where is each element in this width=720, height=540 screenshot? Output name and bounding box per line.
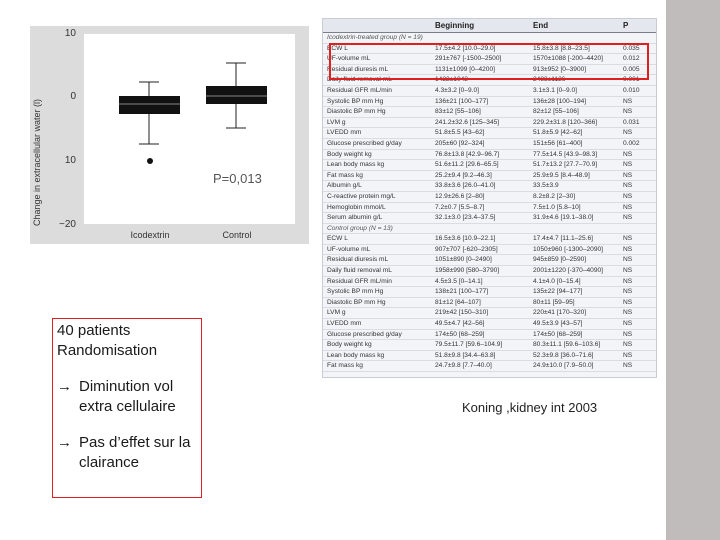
table-cell: UF-volume mL xyxy=(327,245,371,253)
table-cell: Residual GFR mL/min xyxy=(327,277,392,285)
table-cell: Daily fluid removal mL xyxy=(327,267,392,275)
boxplot-y-tick: 10 xyxy=(64,155,76,166)
table-cell: NS xyxy=(623,182,633,190)
table-cell: 174±50 [68–259] xyxy=(435,330,485,338)
boxplot-x-tick-control: Control xyxy=(222,230,252,240)
table-cell: 913±952 [0–3900] xyxy=(533,65,587,73)
table-group-row xyxy=(323,33,656,44)
table-cell: 0.010 xyxy=(623,86,640,94)
table-cell: 7.2±0.7 [5.5–8.7] xyxy=(435,203,485,211)
table-cell: ECW L xyxy=(327,44,348,52)
table-row xyxy=(323,118,656,129)
table-row xyxy=(323,287,656,298)
boxplot-y-axis-label: Change in extracellular water (l) xyxy=(32,98,42,226)
table-cell: 0.031 xyxy=(623,118,640,126)
table-cell: 2001±1220 [-370–4090] xyxy=(533,267,603,275)
table-cell: Diastolic BP mm Hg xyxy=(327,298,386,306)
table-header-cell: End xyxy=(533,21,549,30)
summary-line: 40 patients xyxy=(57,322,131,339)
table-cell: 1131±1099 [0–4200] xyxy=(435,65,495,73)
table-cell: 51.8±5.9 [42–62] xyxy=(533,129,583,137)
table-row xyxy=(323,255,656,266)
boxplot-svg xyxy=(84,34,295,224)
table-cell xyxy=(533,224,623,234)
table-row xyxy=(323,181,656,192)
table-cell: 33.5±3.9 xyxy=(533,182,559,190)
table-cell: 241.2±32.6 [125–345] xyxy=(435,118,500,126)
table-cell: ECW L xyxy=(327,235,348,243)
table-cell: Control group (N = 13) xyxy=(327,224,393,232)
table-row xyxy=(323,97,656,108)
table-cell: 151±56 [61–400] xyxy=(533,139,583,147)
boxplot-x-tick-icodextrin: Icodextrin xyxy=(130,230,170,240)
table-cell xyxy=(623,224,653,234)
table-cell: NS xyxy=(623,362,633,370)
table-header-cell: Beginning xyxy=(435,21,475,30)
table-row xyxy=(323,361,656,372)
table-row xyxy=(323,245,656,256)
table-cell: Icodextrin-treated group (N = 19) xyxy=(327,34,423,41)
table-cell: 0.002 xyxy=(623,139,640,147)
table-row xyxy=(323,319,656,330)
icodextrin-outlier xyxy=(147,158,153,164)
table-header-cell: P xyxy=(623,21,629,30)
table-row xyxy=(323,213,656,224)
table-cell: Lean body mass kg xyxy=(327,351,385,359)
table-row xyxy=(323,351,656,362)
table-cell: NS xyxy=(623,330,633,338)
table-cell: 17.4±4.7 [11.1–25.6] xyxy=(533,235,593,243)
table-cell: LVEDD mm xyxy=(327,320,362,328)
table-row xyxy=(323,266,656,277)
table-cell: NS xyxy=(623,161,633,169)
table-row xyxy=(323,171,656,182)
table-cell: 219±42 [150–310] xyxy=(435,309,489,317)
table-cell: NS xyxy=(623,341,633,349)
table-cell: 1958±990 [580–3790] xyxy=(435,267,500,275)
table-cell: NS xyxy=(623,214,633,222)
table-cell: Hemoglobin mmol/L xyxy=(327,203,386,211)
table-cell: 51.8±9.8 [34.4–63.8] xyxy=(435,351,496,359)
summary-bullet xyxy=(57,377,197,417)
table-cell: Albumin g/L xyxy=(327,182,362,190)
table-row xyxy=(323,298,656,309)
table-row xyxy=(323,330,656,341)
table-cell: 135±22 [94–177] xyxy=(533,288,583,296)
table-cell: 220±41 [170–320] xyxy=(533,309,587,317)
table-cell: 82±12 [55–106] xyxy=(533,108,579,116)
table-cell: 945±859 [0–2590] xyxy=(533,256,587,264)
table-cell: 31.9±4.6 [19.1–38.0] xyxy=(533,214,594,222)
table-cell: 52.3±9.8 [36.0–71.6] xyxy=(533,351,594,359)
table-cell: 4.3±3.2 [0–9.0] xyxy=(435,86,479,94)
table-cell: 0.001 xyxy=(623,76,640,84)
table-cell: Diastolic BP mm Hg xyxy=(327,108,386,116)
table-cell: 229.2±31.8 [120–366] xyxy=(533,118,598,126)
summary-bullet-text: Pas d’effet sur la clairance xyxy=(79,434,191,471)
table-cell: 136±28 [100–194] xyxy=(533,97,587,105)
table-cell: NS xyxy=(623,235,633,243)
table-cell: NS xyxy=(623,203,633,211)
table-cell: 136±21 [100–177] xyxy=(435,97,489,105)
summary-line: Randomisation xyxy=(57,342,158,359)
table-cell: NS xyxy=(623,171,633,179)
table-cell: Daily fluid removal mL xyxy=(327,76,392,84)
table-cell xyxy=(623,33,653,43)
table-cell: Residual diuresis mL xyxy=(327,65,389,73)
table-cell: 51.8±5.5 [43–62] xyxy=(435,129,485,137)
icodextrin-box xyxy=(119,96,180,114)
table-cell: 1570±1088 [-200–4420] xyxy=(533,55,603,63)
table-cell: 4.5±3.5 [0–14.1] xyxy=(435,277,483,285)
table-cell: 24.7±9.8 [7.7–40.0] xyxy=(435,362,492,370)
decorative-side-bar xyxy=(666,0,720,540)
table-cell: 15.8±3.8 [8.8–23.5] xyxy=(533,44,590,52)
table-cell: Fat mass kg xyxy=(327,171,363,179)
table-cell: Glucose prescribed g/day xyxy=(327,330,402,338)
summary-bullet xyxy=(57,433,197,473)
table-cell: NS xyxy=(623,309,633,317)
table-cell: LVM g xyxy=(327,309,346,317)
table-cell: 25.2±9.4 [9.2–46.3] xyxy=(435,171,492,179)
table-row xyxy=(323,150,656,161)
boxplot-y-tick: −20 xyxy=(59,219,76,230)
summary-bullet-text: Diminution vol extra cellulaire xyxy=(79,378,176,415)
table-cell: 32.1±3.0 [23.4–37.5] xyxy=(435,214,496,222)
table-cell: 291±767 [-1500–2500] xyxy=(435,55,502,63)
table-cell: LVEDD mm xyxy=(327,129,362,137)
table-cell: 51.7±13.2 [27.7–70.9] xyxy=(533,161,598,169)
summary-box xyxy=(52,318,202,498)
table-cell: NS xyxy=(623,97,633,105)
table-cell: 2483±1126 xyxy=(533,76,566,84)
table-cell: NS xyxy=(623,108,633,116)
table-cell: Body weight kg xyxy=(327,150,372,158)
table-cell: UF-volume mL xyxy=(327,55,371,63)
table-cell: 174±50 [68–259] xyxy=(533,330,583,338)
p-value-label: P=0,013 xyxy=(213,171,262,186)
table-row xyxy=(323,340,656,351)
table-row xyxy=(323,86,656,97)
table-cell xyxy=(435,224,533,234)
table-group-row xyxy=(323,224,656,235)
table-cell: Systolic BP mm Hg xyxy=(327,288,384,296)
table-cell: 12.9±26.6 [2–80] xyxy=(435,192,485,200)
table-cell: 49.5±4.7 [42–56] xyxy=(435,320,485,328)
arrow-icon: → xyxy=(57,434,72,451)
table-cell: 33.8±3.6 [26.0–41.0] xyxy=(435,182,496,190)
table-cell: LVM g xyxy=(327,118,346,126)
table-cell: NS xyxy=(623,277,633,285)
table-row xyxy=(323,128,656,139)
table-cell: NS xyxy=(623,256,633,264)
table-cell: 77.5±14.5 [43.9–98.3] xyxy=(533,150,598,158)
table-cell: 205±60 [92–324] xyxy=(435,139,485,147)
table-cell: 0.005 xyxy=(623,65,640,73)
table-cell: 16.5±3.6 [10.9–22.1] xyxy=(435,235,496,243)
table-cell: Glucose prescribed g/day xyxy=(327,139,402,147)
table-cell: NS xyxy=(623,150,633,158)
table-cell: 0.012 xyxy=(623,55,640,63)
table-cell: 24.9±10.0 [7.9–50.0] xyxy=(533,362,594,370)
table-cell: NS xyxy=(623,192,633,200)
table-row xyxy=(323,308,656,319)
control-box xyxy=(206,86,267,104)
table-cell: NS xyxy=(623,320,633,328)
highlight-box xyxy=(329,43,649,80)
citation: Koning ,kidney int 2003 xyxy=(462,400,598,415)
table-row xyxy=(323,277,656,288)
table-cell: Residual GFR mL/min xyxy=(327,86,392,94)
table-cell: 25.9±9.5 [8.4–48.9] xyxy=(533,171,590,179)
table-cell: 81±12 [64–107] xyxy=(435,298,481,306)
table-cell: 17.5±4.2 [10.0–29.0] xyxy=(435,44,496,52)
table-cell: 80.3±11.1 [59.6–103.6] xyxy=(533,341,601,349)
table-body xyxy=(323,33,656,372)
table-cell: C-reactive protein mg/L xyxy=(327,192,396,200)
arrow-icon: → xyxy=(57,378,72,395)
table-cell: Lean body mass kg xyxy=(327,161,385,169)
table-cell xyxy=(435,33,533,43)
table-cell: Residual diuresis mL xyxy=(327,256,389,264)
table-cell: 83±12 [55–106] xyxy=(435,108,481,116)
table-cell: NS xyxy=(623,351,633,359)
table-cell: 49.5±3.9 [43–57] xyxy=(533,320,583,328)
table-row xyxy=(323,234,656,245)
table-row xyxy=(323,192,656,203)
table-cell: 1422±1042 xyxy=(435,76,468,84)
table-header xyxy=(323,19,656,33)
boxplot-y-tick: 10 xyxy=(64,28,76,39)
table-cell: NS xyxy=(623,267,633,275)
table-cell: 7.5±1.0 [5.8–10] xyxy=(533,203,581,211)
table-cell: NS xyxy=(623,129,633,137)
table-cell: NS xyxy=(623,245,633,253)
table-cell: NS xyxy=(623,288,633,296)
table-cell: 80±11 [59–95] xyxy=(533,298,575,306)
table-cell: Systolic BP mm Hg xyxy=(327,97,384,105)
table-row xyxy=(323,139,656,150)
table-cell xyxy=(533,33,623,43)
table-row xyxy=(323,203,656,214)
table-cell: 1051±890 [0–2490] xyxy=(435,256,492,264)
table-cell: NS xyxy=(623,298,633,306)
table-cell: Serum albumin g/L xyxy=(327,214,383,222)
table-cell: 1050±960 [-1300–2090] xyxy=(533,245,603,253)
table-cell: 0.035 xyxy=(623,44,640,52)
table-cell: 8.2±8.2 [2–30] xyxy=(533,192,576,200)
table-cell: 51.6±11.2 [29.6–65.5] xyxy=(435,161,499,169)
table-row xyxy=(323,160,656,171)
table-cell: Body weight kg xyxy=(327,341,372,349)
table-cell: 3.1±3.1 [0–9.0] xyxy=(533,86,577,94)
table-cell: 79.5±11.7 [59.6–104.9] xyxy=(435,341,503,349)
table-cell: 76.8±13.8 [42.9–96.7] xyxy=(435,150,500,158)
table-cell: 4.1±4.0 [0–15.4] xyxy=(533,277,581,285)
table-row xyxy=(323,107,656,118)
boxplot-y-tick: 0 xyxy=(70,91,76,102)
table-cell: 907±707 [-620–2305] xyxy=(435,245,498,253)
table-cell: Fat mass kg xyxy=(327,362,363,370)
table-cell: 138±21 [100–177] xyxy=(435,288,489,296)
